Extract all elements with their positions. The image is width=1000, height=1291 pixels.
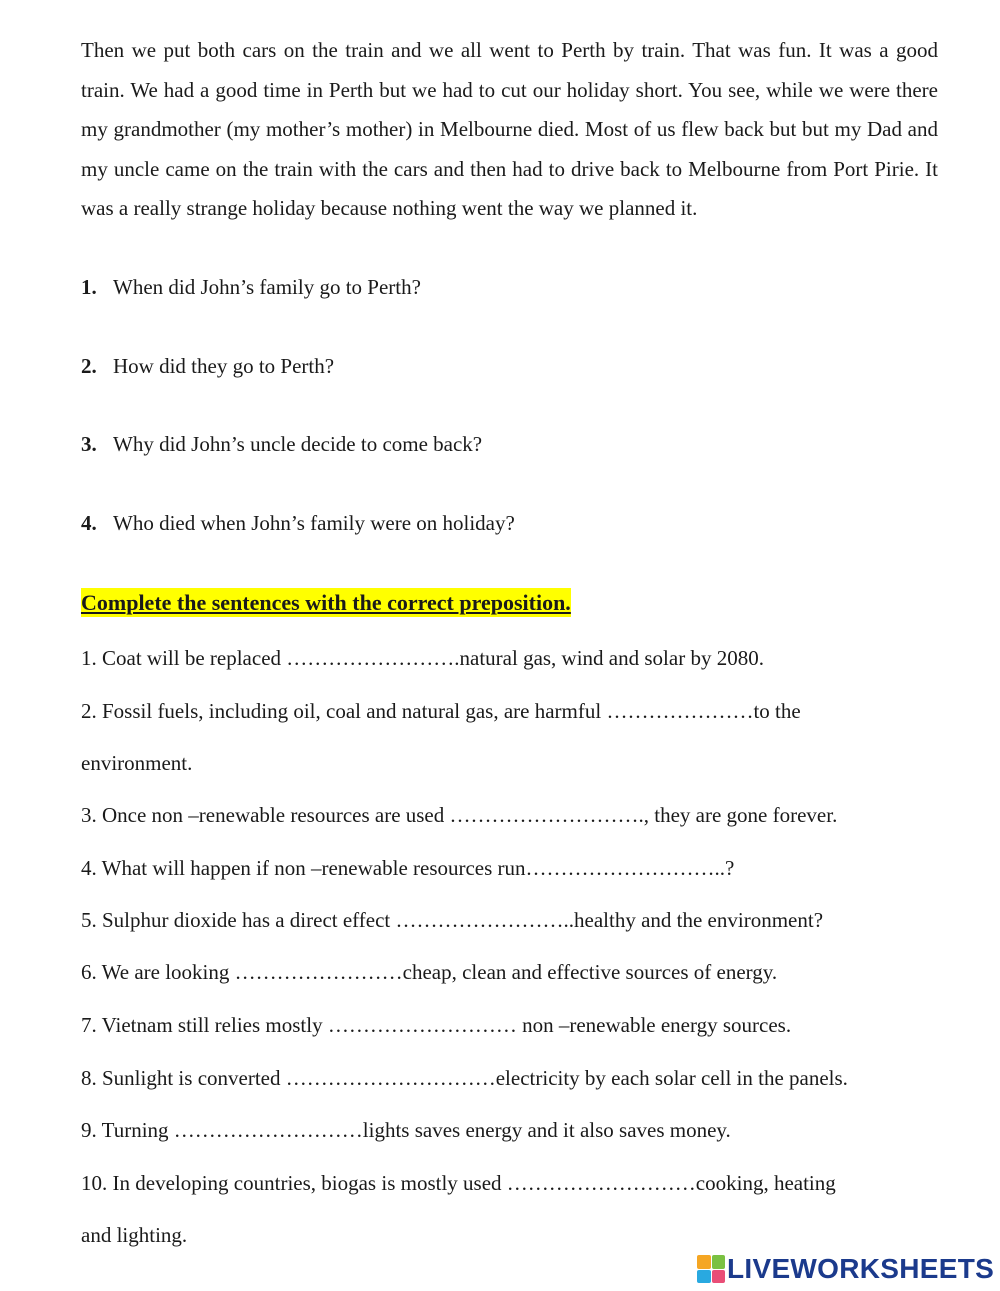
exercise-line: 1. Coat will be replaced …………………….natural gas, wind and solar by 2080. (81, 646, 764, 670)
exercise-line: 2. Fossil fuels, including oil, coal and natural gas, are harmful …………………to the (81, 699, 801, 723)
question-number: 1. (81, 275, 97, 299)
exercise-line: 6. We are looking ……………………cheap, clean and effective sources of energy. (81, 960, 778, 984)
logo-mark-square (697, 1270, 711, 1284)
exercise-line: 8. Sunlight is converted …………………………electricity by each solar cell in the panels. (81, 1066, 848, 1090)
question-item (81, 272, 421, 302)
logo-mark-square (697, 1255, 711, 1269)
exercise-line: environment. (81, 751, 193, 775)
question-number: 2. (81, 354, 97, 378)
question-number: 3. (81, 432, 97, 456)
logo-mark-icon (697, 1255, 725, 1283)
question-number: 4. (81, 511, 97, 535)
reading-passage: Then we put both cars on the train and we all went to Perth by train. That was fun. It was a good train. We had a good time in Perth but we had to cut our holiday short. You see, while we were there my grandmother (my mother’s mother) in Melbourne died. Most of us flew back but but my Dad and my uncle came on the train with the cars and then had to drive back to Melbourne from Port Pirie. It was a really strange holiday because nothing went the way we planned it. (81, 38, 938, 220)
question-item (81, 351, 334, 381)
question-text: How did they go to Perth? (113, 354, 335, 378)
logo-mark-square (712, 1270, 726, 1284)
exercise-line: 5. Sulphur dioxide has a direct effect ……………………..healthy and the environment? (81, 908, 824, 932)
exercise-line: 3. Once non –renewable resources are used ………………………., they are gone forever. (81, 803, 838, 827)
liveworksheets-logo (697, 1252, 994, 1286)
exercise-heading: Complete the sentences with the correct preposition. (81, 590, 571, 615)
exercise-line: 7. Vietnam still relies mostly ……………………… non –renewable energy sources. (81, 1013, 792, 1037)
logo-text: LIVEWORKSHEETS (727, 1253, 995, 1284)
exercise-line: 10. In developing countries, biogas is mostly used ………………………cooking, heating (81, 1171, 836, 1195)
exercise-line: and lighting. (81, 1223, 188, 1247)
question-text: Why did John’s uncle decide to come back? (113, 432, 483, 456)
question-item (81, 508, 515, 538)
question-item (81, 429, 482, 459)
exercise-line: 4. What will happen if non –renewable resources run………………………..? (81, 856, 735, 880)
logo-mark-square (712, 1255, 726, 1269)
exercise-line: 9. Turning ………………………lights saves energy and it also saves money. (81, 1118, 731, 1142)
question-text: Who died when John’s family were on holiday? (113, 511, 515, 535)
question-text: When did John’s family go to Perth? (113, 275, 421, 299)
